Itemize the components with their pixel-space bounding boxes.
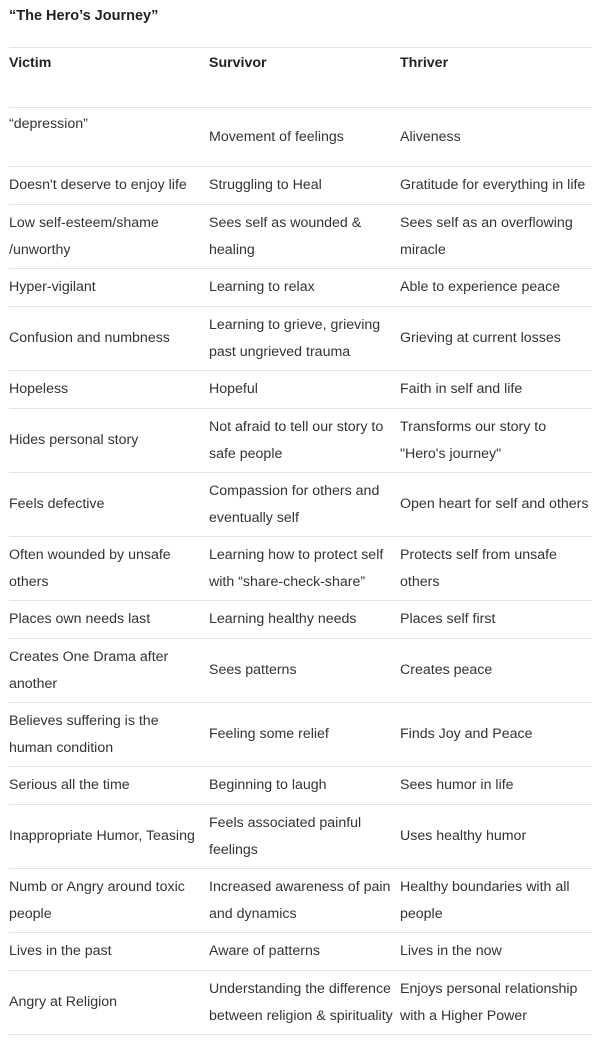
document-title: “The Hero’s Journey”	[9, 8, 159, 24]
thriver-cell: Creates peace	[400, 662, 493, 678]
divider	[9, 1034, 592, 1035]
survivor-cell: Movement of feelings	[209, 128, 344, 145]
thriver-cell: Aliveness	[400, 128, 461, 145]
victim-cell: Creates One Drama after another	[9, 648, 169, 692]
thriver-cell: Lives in the now	[400, 943, 502, 959]
thriver-cell: Enjoys personal relationship with a Higher Power	[400, 980, 578, 1024]
survivor-cell: Feels associated painful feelings	[209, 814, 362, 858]
victim-cell: Often wounded by unsafe others	[9, 546, 171, 590]
survivor-cell: Sees self as wounded & healing	[209, 214, 362, 258]
victim-cell: Hides personal story	[9, 432, 139, 448]
victim-cell: Numb or Angry around toxic people	[9, 878, 185, 922]
table-row	[0, 409, 600, 472]
divider	[9, 47, 592, 48]
victim-cell: Lives in the past	[9, 943, 112, 959]
table-row	[0, 601, 600, 638]
thriver-cell: Uses healthy humor	[400, 828, 527, 844]
survivor-cell: Hopeful	[209, 381, 258, 397]
survivor-cell: Struggling to Heal	[209, 177, 322, 193]
column-header-thriver: Thriver	[400, 55, 449, 71]
survivor-cell: Learning to relax	[209, 279, 315, 295]
survivor-cell: Learning healthy needs	[209, 611, 357, 627]
survivor-cell: Not afraid to tell our story to safe people	[209, 418, 384, 462]
thriver-cell: Healthy boundaries with all people	[400, 878, 570, 922]
thriver-cell: Finds Joy and Peace	[400, 726, 533, 742]
survivor-cell: Understanding the difference between religion & spirituality	[209, 980, 393, 1024]
table-row	[0, 167, 600, 204]
victim-cell: Places own needs last	[9, 611, 151, 627]
victim-cell: Doesn't deserve to enjoy life	[9, 177, 187, 193]
table-row	[0, 537, 600, 600]
thriver-cell: Transforms our story to "Hero's journey"	[400, 418, 547, 462]
thriver-cell: Open heart for self and others	[400, 496, 589, 512]
table-row	[0, 108, 600, 166]
table-row	[0, 933, 600, 970]
thriver-cell: Protects self from unsafe others	[400, 546, 557, 590]
survivor-cell: Compassion for others and eventually self	[209, 482, 380, 526]
survivor-cell: Learning how to protect self with “share-check-share”	[209, 546, 384, 590]
table-row	[0, 205, 600, 268]
table-row	[0, 639, 600, 702]
table-row	[0, 703, 600, 766]
victim-cell: Serious all the time	[9, 777, 130, 793]
table-row	[0, 767, 600, 804]
victim-cell: Hyper-vigilant	[9, 279, 96, 295]
victim-cell: Angry at Religion	[9, 994, 118, 1010]
survivor-cell: Aware of patterns	[209, 943, 320, 959]
table-header-row	[0, 50, 600, 84]
table-row	[0, 869, 600, 932]
table-row	[0, 971, 600, 1034]
thriver-cell: Grieving at current losses	[400, 330, 561, 346]
victim-cell: Inappropriate Humor, Teasing	[9, 828, 195, 844]
table-row	[0, 473, 600, 536]
victim-cell: Low self-esteem/shame /unworthy	[9, 214, 159, 258]
victim-cell: “depression”	[9, 116, 88, 132]
thriver-cell: Sees humor in life	[400, 777, 514, 793]
thriver-cell: Able to experience peace	[400, 279, 561, 295]
survivor-cell: Beginning to laugh	[209, 777, 327, 793]
table-row	[0, 371, 600, 408]
survivor-cell: Feeling some relief	[209, 726, 329, 742]
victim-cell: Feels defective	[9, 496, 105, 512]
table-row	[0, 307, 600, 370]
survivor-cell: Learning to grieve, grieving past ungrieved trauma	[209, 316, 381, 360]
victim-cell: Confusion and numbness	[9, 330, 170, 346]
survivor-cell: Increased awareness of pain and dynamics	[209, 878, 391, 922]
survivor-cell: Sees patterns	[209, 662, 297, 678]
column-header-survivor: Survivor	[209, 55, 267, 71]
thriver-cell: Places self first	[400, 611, 496, 627]
thriver-cell: Faith in self and life	[400, 381, 523, 397]
victim-cell: Hopeless	[9, 381, 69, 397]
thriver-cell: Sees self as an overflowing miracle	[400, 214, 573, 258]
table-row	[0, 805, 600, 868]
table-row	[0, 269, 600, 306]
column-header-victim: Victim	[9, 55, 52, 71]
thriver-cell: Gratitude for everything in life	[400, 177, 586, 193]
victim-cell: Believes suffering is the human condition	[9, 712, 159, 756]
